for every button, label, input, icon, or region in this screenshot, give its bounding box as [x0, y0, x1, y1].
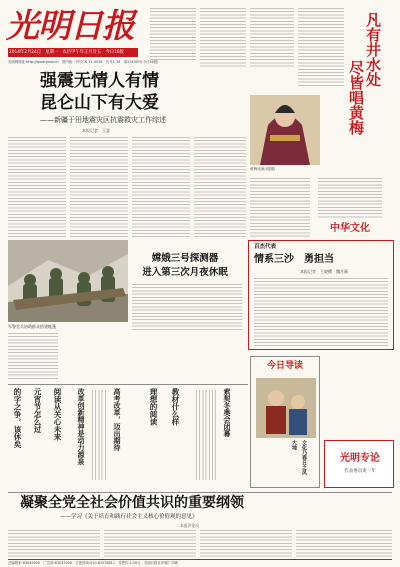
right-feature-caption: 黄梅戏演出剧照: [250, 167, 276, 171]
brief-1: 的字之争，该休矣: [13, 388, 22, 448]
main-feature-text-2: [104, 530, 196, 558]
date-line: 2014年2月24日 星期一 农历甲午年正月廿五 今日16版: [9, 50, 124, 55]
lead-photo-caption: 军警官兵协助群众搭建帐篷: [8, 324, 56, 329]
today-photo: [256, 378, 316, 438]
column-author: 本报记者 王晓樱 魏月蘅: [300, 269, 348, 274]
middle-title-line2: 进入第三次月夜休眠: [142, 267, 228, 278]
today-item-1: 文化乃春日之风: [301, 440, 307, 475]
ad-box-sub: 代表委员说一年: [344, 469, 376, 474]
brief-7: 教材什么样: [171, 388, 180, 426]
column-title: 情系三沙 勇担当: [254, 254, 334, 265]
right-text-bottom-2: [318, 178, 382, 218]
lead-text-col-2: [70, 137, 128, 237]
today-item-2: 大地: [291, 440, 297, 450]
newspaper-logo: 光明日报: [6, 6, 134, 45]
lead-text-col-1: [8, 137, 66, 237]
masthead-column-text: [150, 8, 196, 60]
main-feature-text-1: [8, 530, 100, 558]
lead-subtitle: ——新疆于田地震灾区抗震救灾工作综述: [40, 116, 166, 124]
main-feature-rule: [8, 492, 392, 493]
main-feature-text-3: [200, 530, 292, 558]
briefs-text-b: [196, 390, 218, 480]
main-feature-text-4: [296, 530, 392, 558]
brief-4: 改革创新精神是动力源泉: [77, 388, 86, 465]
brief-2: 元宵节怎么过: [33, 388, 42, 433]
main-feature-subtitle: ——学习《关于培育和践行社会主义核心价值观的意见》: [60, 514, 198, 520]
right-vertical-title-1: 凡有井水处: [364, 12, 382, 87]
right-feature-photo: [250, 95, 320, 165]
masthead-column-text-2: [200, 8, 246, 68]
column-text: [254, 278, 388, 346]
ad-box-text: 光明专论: [340, 453, 380, 464]
culture-label: 中华文化: [330, 223, 370, 234]
brief-3: 阅读从关心未来: [53, 388, 62, 441]
lead-text-col-3: [132, 137, 190, 237]
masthead-column-text-3: [250, 8, 294, 68]
lead-photo: [8, 240, 128, 322]
right-text-top: [298, 8, 344, 88]
brief-8: 索契冬奥会闭幕: [223, 388, 232, 437]
middle-story-text: [132, 284, 242, 332]
today-label: 今日导读: [266, 361, 303, 371]
lead-title-line2: 昆仑山下有大爱: [40, 93, 159, 113]
info-line: 光明网网址:http://www.gmw.cn 国内统一刊号CN 11-0026 代号1-16 第23400号(今日16版): [8, 60, 159, 64]
brief-5: 高考改革，迈出期待: [113, 388, 122, 451]
briefs-text-a: [92, 390, 108, 480]
brief-6: 理想的阅读: [149, 388, 158, 426]
middle-title-line1: 嫦娥三号探测器: [151, 253, 219, 264]
briefs-top-rule: [8, 384, 248, 385]
left-story-text: [8, 333, 58, 381]
lead-title-line1: 强震无情人有情: [40, 71, 159, 91]
main-feature-title: 凝聚全党全社会价值共识的重要纲领: [20, 495, 244, 511]
footer-line: 总编辑室:63049900 广告部:63037000 订报热线:010-67078811 零售价:1.50元 光明日报社印刷厂印刷: [8, 561, 178, 565]
lead-byline: 本报记者 王瑟: [82, 128, 110, 133]
column-label: 百杰代表: [254, 244, 277, 250]
right-vertical-title-2: 尽皆唱黄梅: [347, 60, 365, 135]
lead-text-col-4: [194, 137, 246, 237]
right-text-bottom: [250, 178, 310, 238]
main-feature-byline: 本报评论员: [180, 523, 199, 528]
